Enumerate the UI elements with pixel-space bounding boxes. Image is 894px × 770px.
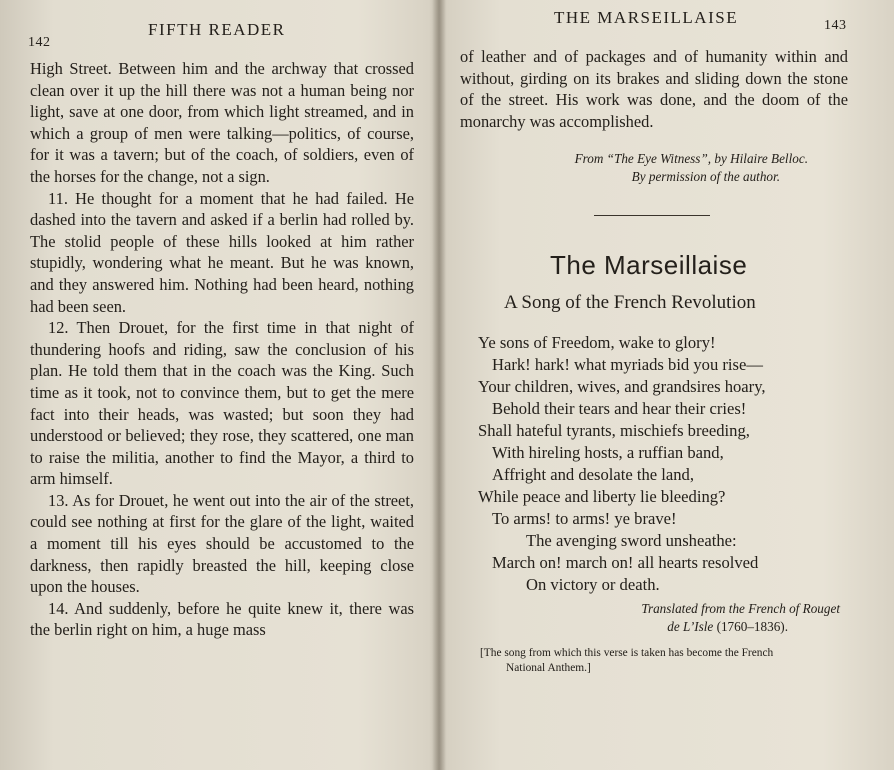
note-line: National Anthem.] [506, 662, 591, 674]
poem-verse [478, 332, 766, 596]
translation-credit [552, 600, 840, 636]
continuation-text [460, 46, 848, 132]
verse-line: Ye sons of Freedom, wake to glory! [478, 333, 716, 352]
running-head-left: FIFTH READER [148, 20, 286, 39]
editorial-note [480, 646, 880, 676]
verse-line: To arms! to arms! ye brave! [492, 509, 677, 528]
verse-line: Hark! hark! what myriads bid you rise— [492, 355, 763, 374]
source-line: From “The Eye Witness”, by Hilaire Belloc. [574, 151, 808, 166]
translation-line: Translated from the French of Rouget [641, 601, 840, 616]
poem-subtitle: A Song of the French Revolution [504, 292, 756, 313]
paragraph: High Street. Between him and the archway that crossed clean over it up the hill there was not a human being nor light, save at one door, from which light streamed, and in which a group of men were talking—politics, of course, for it was a tavern; but of the coach, of soldiers, even of the horses for the change, not a sign. [30, 59, 414, 186]
verse-line: Shall hateful tyrants, mischiefs breeding, [478, 421, 750, 440]
verse-line: The avenging sword unsheathe: [526, 531, 737, 550]
verse-line: On victory or death. [526, 575, 660, 594]
verse-line: With hireling hosts, a ruffian band, [492, 443, 724, 462]
paragraph: of leather and of packages and of humanity within and without, girding on its brakes and sliding down the stone of the street. His work was done, and the doom of the monarchy was accomplished. [460, 47, 848, 131]
paragraph: 11. He thought for a moment that he had failed. He dashed into the tavern and asked if a berlin had rolled by. The stolid people of these hills looked at him rather stupidly, wondering what he meant. But he was known, and they answered him. Nothing had been heard, nothing had been seen. [30, 188, 414, 316]
right-page [442, 0, 894, 770]
translation-author: de L’Isle [667, 619, 717, 634]
paragraph: 13. As for Drouet, he went out into the air of the street, could see nothing at first for the glare of the light, waited a moment till his eyes should be accustomed to the darkness, then rapidly breasted the hill, keeping close upon the houses. [30, 490, 414, 597]
author-dates: (1760–1836). [716, 619, 788, 634]
paragraph: 12. Then Drouet, for the first time in that night of thundering hoofs and riding, saw the conclusion of his plan. He told them that in the coach was the King. Such time as it took, not to convince them, but to get the mere fact into their heads, was wasted; but soon they had understood or believed; they rose, they scattered, one man to raise the militia, another to find the Mayor, a third to arm himself. [30, 318, 414, 489]
page-number-left: 142 [28, 35, 51, 50]
source-attribution [502, 150, 808, 186]
translation-author-line [552, 618, 840, 636]
note-line: [The song from which this verse is taken has become the French [480, 647, 774, 659]
verse-line: While peace and liberty lie bleeding? [478, 487, 726, 506]
paragraph: 14. And suddenly, before he quite knew it, there was the berlin right on him, a huge mass [30, 598, 414, 640]
permission-line: By permission of the author. [631, 169, 780, 184]
verse-line: Affright and desolate the land, [492, 465, 694, 484]
poem-title: The Marseillaise [550, 250, 748, 280]
verse-line: March on! march on! all hearts resolved [492, 553, 759, 572]
page-number-right: 143 [824, 18, 847, 33]
running-head-right: THE MARSEILLAISE [554, 8, 739, 27]
left-body-text [30, 58, 414, 641]
verse-line: Your children, wives, and grandsires hoary, [478, 377, 766, 396]
left-page [0, 0, 438, 770]
section-divider [594, 215, 710, 216]
verse-line: Behold their tears and hear their cries! [492, 399, 747, 418]
